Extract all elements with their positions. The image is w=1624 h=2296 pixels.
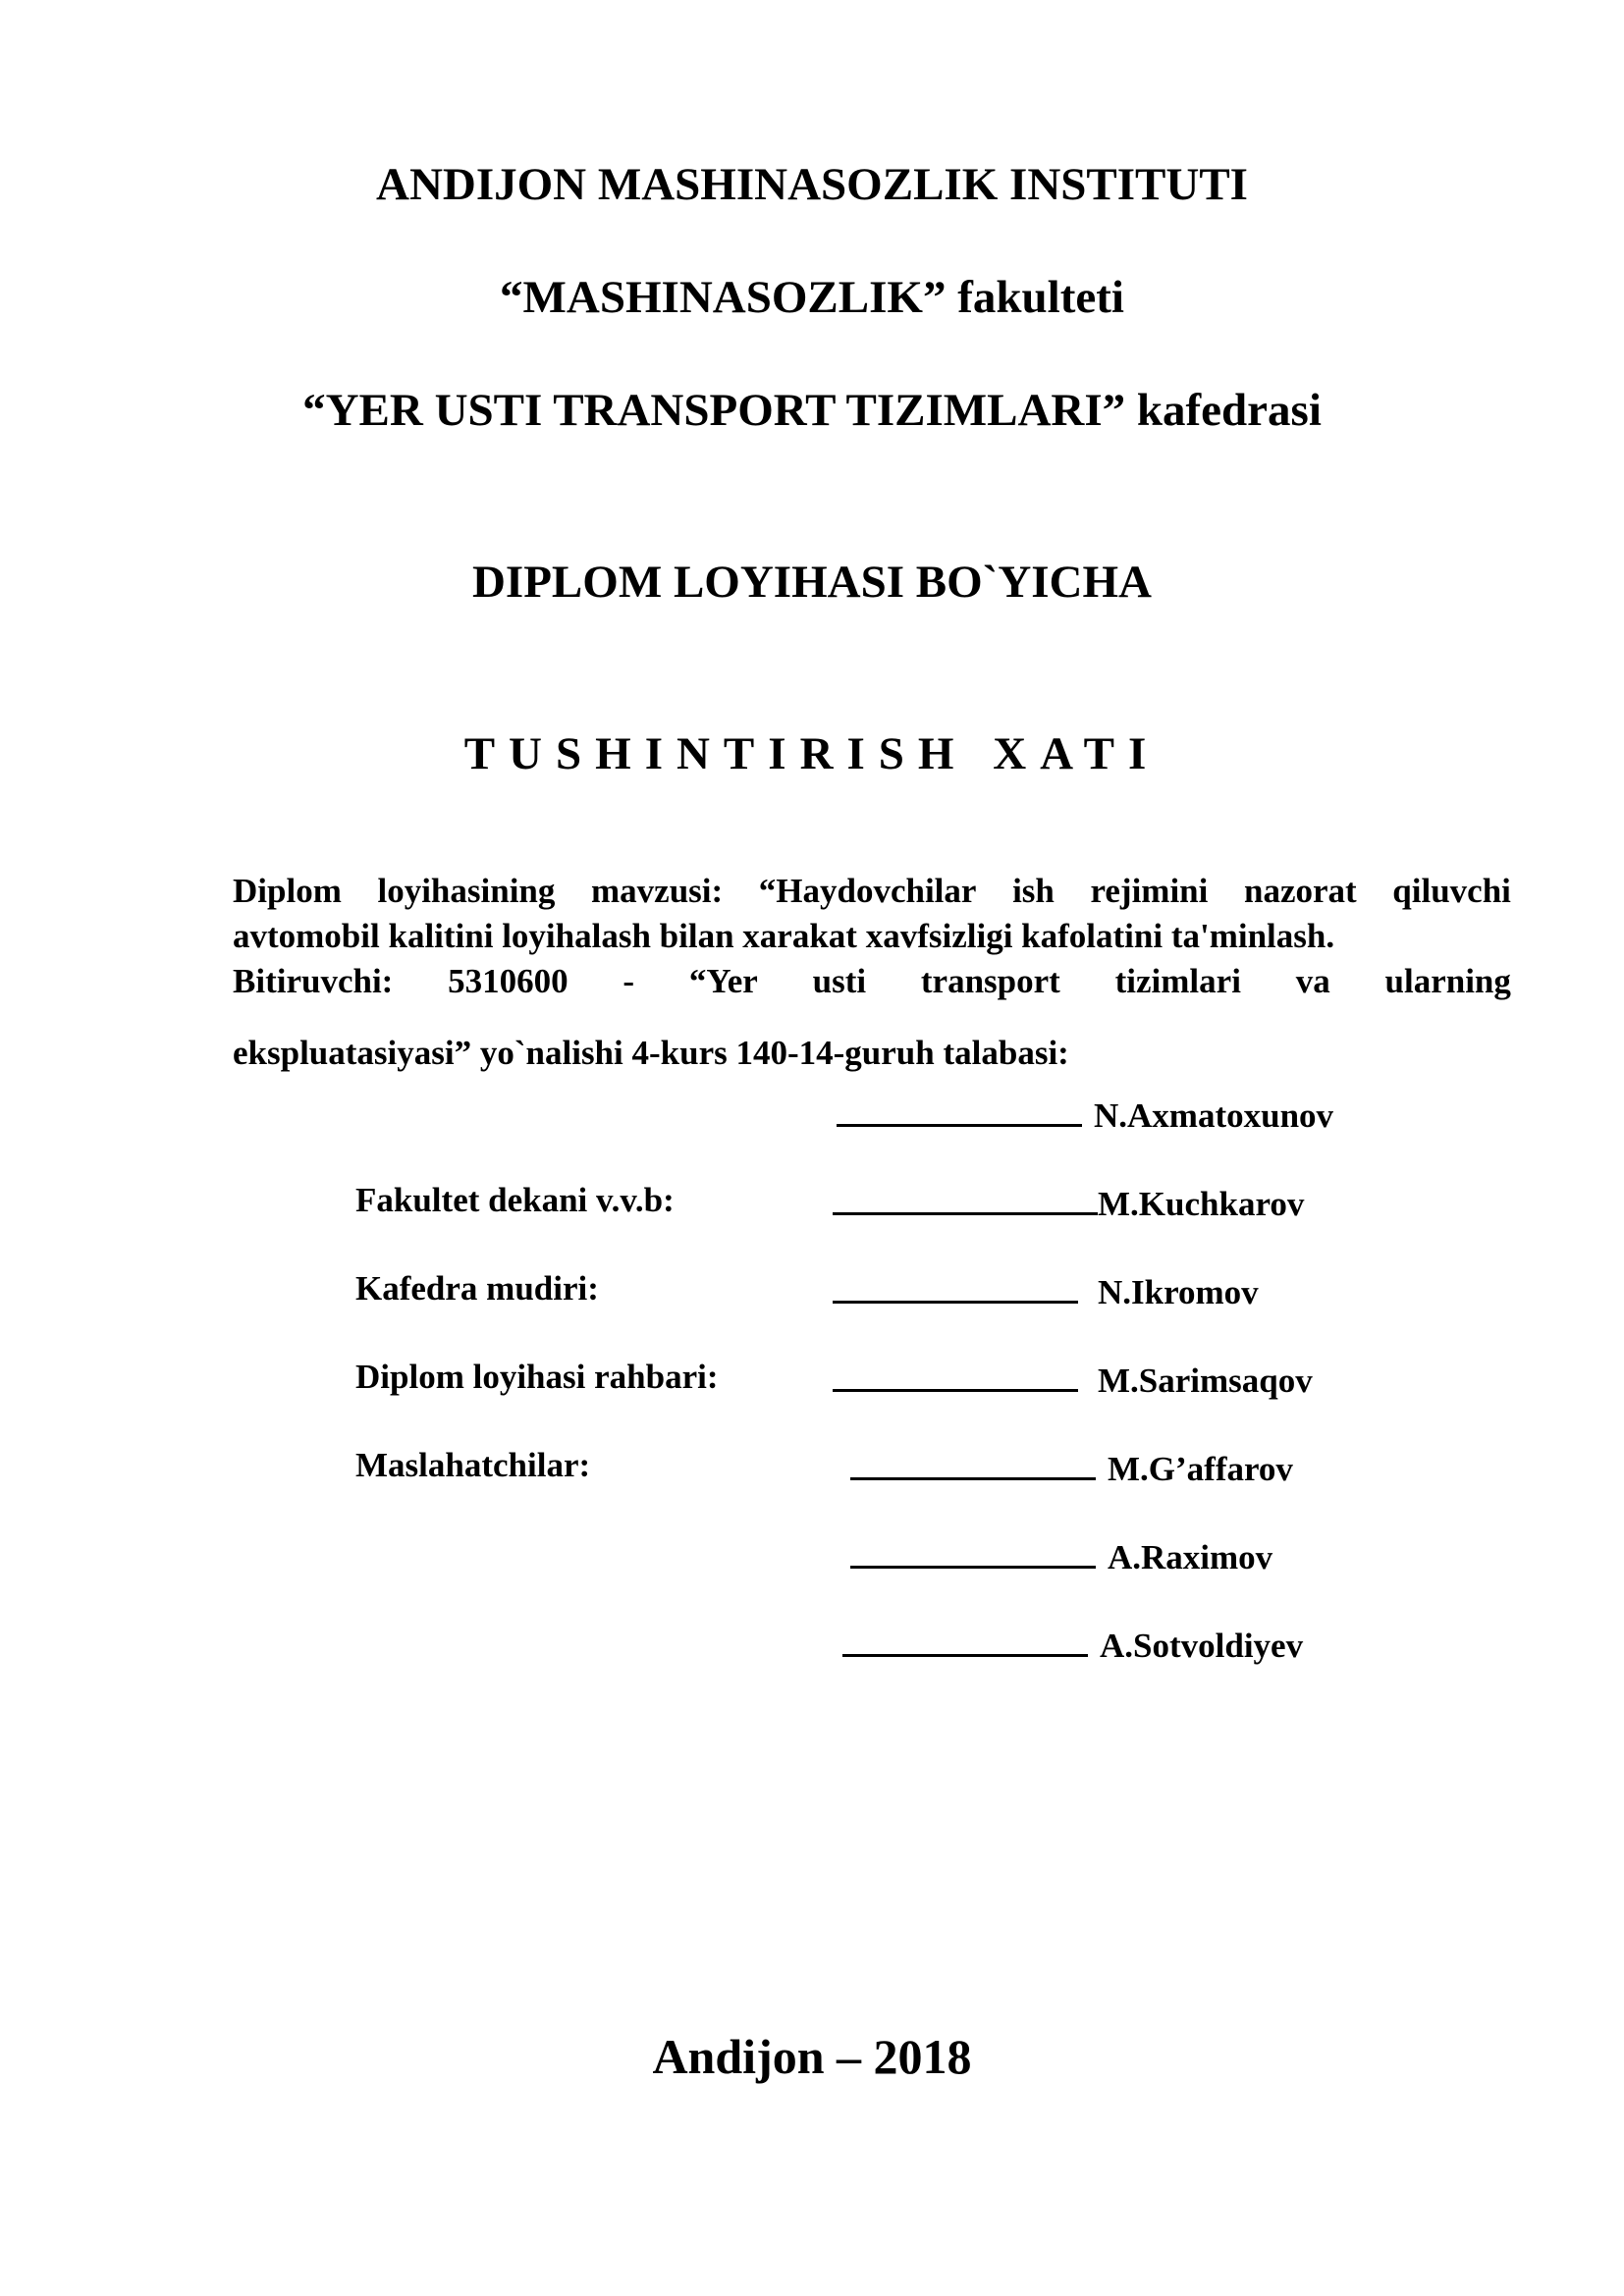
topic-word: “Yer [688,962,758,1000]
signature-blank [850,1536,1096,1569]
institute-name: ANDIJON MASHINASOZLIK INSTITUTI [376,159,1248,210]
department-name: “YER USTI TRANSPORT TIZIMLARI” kafedrasi [302,385,1322,436]
topic-word: loyihasining [377,872,556,910]
topic-word: mavzusi: [591,872,724,910]
topic-line-3 [233,959,1511,1004]
topic-word: rejimini [1090,872,1209,910]
signature-blank [850,1448,1096,1480]
topic-word: Diplom [233,872,342,910]
document-title: TUSHINTIRISH XATI [463,728,1161,779]
head-name: N.Ikromov [1098,1273,1259,1311]
topic-line-4: ekspluatasiyasi” yo`nalishi 4-kurs 140-14-guruh talabasi: [233,1034,1069,1072]
topic-word: 5310600 [448,962,568,1000]
topic-word: tizimlari [1114,962,1241,1000]
topic-word: usti [812,962,867,1000]
signature-blank [837,1095,1082,1127]
topic-word: ularning [1384,962,1511,1000]
supervisor-signature [833,1360,1313,1398]
dean-name: M.Kuchkarov [1098,1185,1305,1223]
signature-blank [842,1625,1088,1657]
advisor-name-3: A.Sotvoldiyev [1100,1627,1304,1665]
topic-word: qiluvchi [1392,872,1511,910]
signature-blank [833,1271,1078,1304]
document-subtitle: DIPLOM LOYIHASI BO`YICHA [471,557,1152,608]
faculty-name: “MASHINASOZLIK” fakulteti [500,272,1124,323]
student-signature [837,1095,1333,1133]
signature-blank [833,1360,1078,1392]
advisor-signature-2 [850,1536,1272,1575]
advisor-signature-1 [850,1448,1293,1486]
topic-word: va [1295,962,1330,1000]
head-signature [833,1271,1259,1309]
topic-line-2: avtomobil kalitini loyihalash bilan xarakat xavfsizligi kafolatini ta'minlash. [233,917,1335,955]
signature-blank [833,1183,1098,1215]
supervisor-name: M.Sarimsaqov [1098,1362,1313,1400]
place-year: Andijon – 2018 [652,2029,972,2084]
advisor-signature-3 [842,1625,1303,1663]
head-label: Kafedra mudiri: [355,1269,599,1308]
supervisor-label: Diplom loyihasi rahbari: [355,1358,719,1396]
dean-signature [833,1183,1304,1221]
topic-word: nazorat [1243,872,1357,910]
topic-line-1 [233,869,1511,914]
advisors-label: Maslahatchilar: [355,1446,591,1484]
topic-word: - [623,962,635,1000]
dean-label: Fakultet dekani v.v.b: [355,1181,675,1219]
topic-word: Bitiruvchi: [233,962,394,1000]
student-name: N.Axmatoxunov [1094,1096,1334,1135]
advisor-name-1: M.G’affarov [1108,1450,1293,1488]
topic-word: “Haydovchilar [758,872,977,910]
topic-word: transport [920,962,1060,1000]
advisor-name-2: A.Raximov [1108,1538,1273,1576]
topic-word: ish [1012,872,1055,910]
